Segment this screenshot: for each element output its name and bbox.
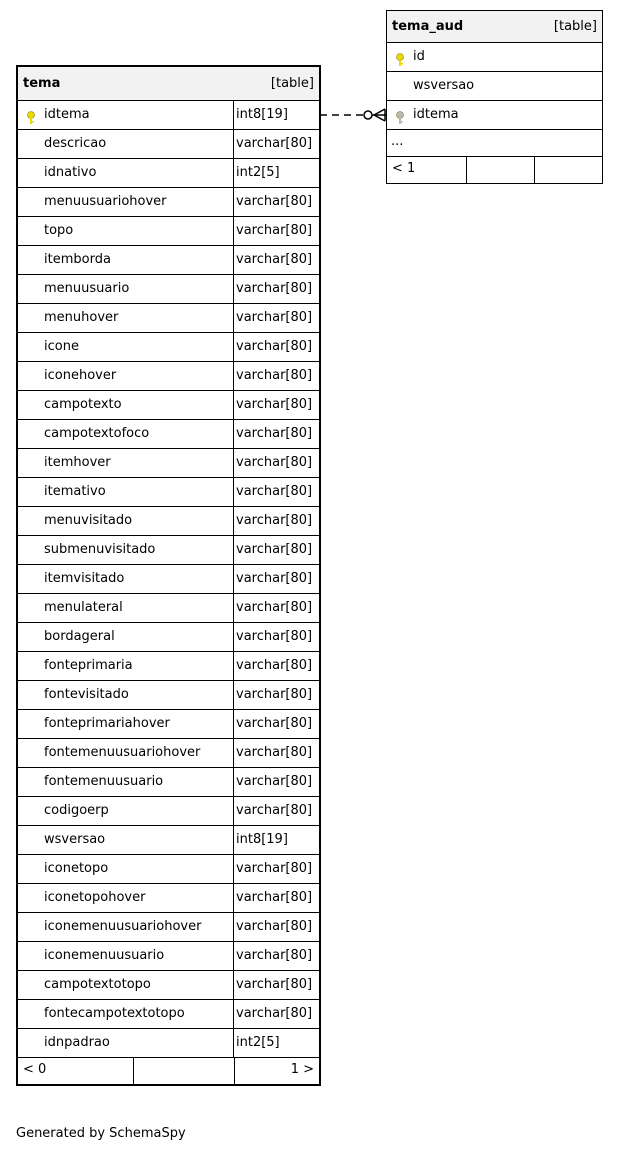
column-name [18, 1029, 234, 1057]
column-type: varchar[80] [236, 455, 313, 470]
column-type: varchar[80] [236, 629, 313, 644]
column-row [387, 72, 602, 101]
column-row [18, 449, 319, 478]
column-name [18, 623, 234, 651]
column-name [18, 101, 234, 129]
column-type: varchar[80] [236, 687, 313, 702]
column-name [18, 884, 234, 912]
column-name-text: iconetopohover [44, 890, 146, 905]
column-name-text: itemborda [44, 252, 111, 267]
column-row [18, 507, 319, 536]
column-type: varchar[80] [236, 658, 313, 673]
column-row [18, 1029, 319, 1058]
table-header [387, 11, 602, 43]
column-type: int8[19] [236, 832, 288, 847]
column-name-text: codigoerp [44, 803, 109, 818]
column-name [18, 449, 234, 477]
column-name-text: fontemenuusuariohover [44, 745, 201, 760]
column-row [18, 913, 319, 942]
column-row [18, 681, 319, 710]
column-row [18, 159, 319, 188]
column-name-text: iconetopo [44, 861, 109, 876]
column-row [18, 275, 319, 304]
column-name-text: itemhover [44, 455, 111, 470]
column-name-text: fontevisitado [44, 687, 129, 702]
column-name-text: idtema [44, 107, 90, 122]
more-columns-ellipsis: ... [387, 130, 602, 157]
column-name-text: bordageral [44, 629, 115, 644]
column-name [387, 101, 602, 129]
column-row [18, 246, 319, 275]
column-name [18, 478, 234, 506]
table-footer [387, 157, 602, 183]
column-row [18, 536, 319, 565]
column-name [18, 855, 234, 883]
column-name [18, 275, 234, 303]
foreign-key-icon [395, 108, 405, 122]
column-row [18, 623, 319, 652]
column-type: varchar[80] [236, 600, 313, 615]
column-name [18, 652, 234, 680]
column-name [387, 72, 602, 100]
column-type: int2[5] [236, 1035, 280, 1050]
primary-key-icon [395, 50, 405, 64]
column-type: varchar[80] [236, 513, 313, 528]
column-name [18, 681, 234, 709]
table-footer [18, 1058, 319, 1084]
column-name-text: idnpadrao [44, 1035, 110, 1050]
column-name-text: fontecampotextotopo [44, 1006, 185, 1021]
column-name-text: fonteprimariahover [44, 716, 170, 731]
column-type: varchar[80] [236, 136, 313, 151]
column-name-text: idnativo [44, 165, 97, 180]
column-name-text: iconemenuusuariohover [44, 919, 202, 934]
column-type: varchar[80] [236, 484, 313, 499]
generated-by-text: Generated by SchemaSpy [16, 1126, 186, 1141]
column-name-text: fontemenuusuario [44, 774, 164, 789]
column-name [18, 536, 234, 564]
column-row [18, 739, 319, 768]
column-name-text: menuusuario [44, 281, 130, 296]
column-type: varchar[80] [236, 310, 313, 325]
column-type: varchar[80] [236, 890, 313, 905]
column-type: int2[5] [236, 165, 280, 180]
column-name [18, 362, 234, 390]
column-type: varchar[80] [236, 571, 313, 586]
column-name [18, 739, 234, 767]
column-type: varchar[80] [236, 397, 313, 412]
footer-spacer [134, 1058, 235, 1084]
column-name [18, 507, 234, 535]
column-name-text: icone [44, 339, 79, 354]
column-type: varchar[80] [236, 948, 313, 963]
column-row [18, 1000, 319, 1029]
column-name-text: wsversao [413, 78, 475, 93]
column-name-text: wsversao [44, 832, 106, 847]
column-name [387, 43, 602, 71]
column-type: varchar[80] [236, 977, 313, 992]
column-row [18, 333, 319, 362]
column-name [18, 1000, 234, 1028]
column-name [18, 420, 234, 448]
column-row [18, 565, 319, 594]
parent-count: < 0 [18, 1058, 134, 1084]
column-name-text: itemvisitado [44, 571, 125, 586]
column-row [18, 594, 319, 623]
column-name-text: descricao [44, 136, 107, 151]
column-type: varchar[80] [236, 774, 313, 789]
column-name-text: campotextofoco [44, 426, 150, 441]
table-header [18, 67, 319, 101]
column-name [18, 797, 234, 825]
footer-spacer [467, 157, 535, 183]
column-row [18, 826, 319, 855]
table-tema [16, 65, 321, 1086]
column-name-text: iconemenuusuario [44, 948, 165, 963]
column-name [18, 768, 234, 796]
column-name-text: menuusuariohover [44, 194, 167, 209]
column-row [18, 710, 319, 739]
column-type: int8[19] [236, 107, 288, 122]
column-name-text: submenuvisitado [44, 542, 156, 557]
column-name [18, 304, 234, 332]
column-name [18, 188, 234, 216]
column-row [18, 855, 319, 884]
column-name [18, 217, 234, 245]
column-row [18, 101, 319, 130]
column-row [18, 884, 319, 913]
column-name-text: idtema [413, 107, 459, 122]
column-name [18, 913, 234, 941]
column-row [18, 130, 319, 159]
column-type: varchar[80] [236, 861, 313, 876]
column-row [18, 768, 319, 797]
parent-count: < 1 [387, 157, 467, 183]
footer-spacer [535, 157, 602, 183]
column-row [18, 304, 319, 333]
column-type: varchar[80] [236, 803, 313, 818]
column-name-text: campotextotopo [44, 977, 151, 992]
column-name [18, 942, 234, 970]
column-row [18, 652, 319, 681]
column-name-text: campotexto [44, 397, 122, 412]
column-name-text: itemativo [44, 484, 106, 499]
table-name: tema [23, 76, 61, 91]
column-name-text: topo [44, 223, 74, 238]
column-row [18, 797, 319, 826]
relationship-connector [318, 100, 390, 130]
column-name [18, 565, 234, 593]
column-name [18, 971, 234, 999]
column-row [18, 420, 319, 449]
column-list [18, 101, 319, 1058]
column-name-text: fonteprimaria [44, 658, 133, 673]
column-type: varchar[80] [236, 745, 313, 760]
column-name [18, 246, 234, 274]
column-name-text: menulateral [44, 600, 123, 615]
column-type: varchar[80] [236, 223, 313, 238]
column-type: varchar[80] [236, 426, 313, 441]
column-row [18, 478, 319, 507]
column-type: varchar[80] [236, 368, 313, 383]
column-name [18, 159, 234, 187]
column-row [387, 101, 602, 130]
column-name [18, 130, 234, 158]
column-row [387, 43, 602, 72]
column-name [18, 826, 234, 854]
column-type: varchar[80] [236, 716, 313, 731]
column-type: varchar[80] [236, 919, 313, 934]
column-name-text: id [413, 49, 425, 64]
column-row [18, 362, 319, 391]
column-type: varchar[80] [236, 542, 313, 557]
column-name [18, 391, 234, 419]
column-row [18, 971, 319, 1000]
column-type: varchar[80] [236, 1006, 313, 1021]
column-type: varchar[80] [236, 194, 313, 209]
table-type: [table] [270, 76, 314, 91]
column-type: varchar[80] [236, 281, 313, 296]
primary-key-icon [26, 108, 36, 122]
column-row [18, 188, 319, 217]
column-type: varchar[80] [236, 252, 313, 267]
column-type: varchar[80] [236, 339, 313, 354]
column-row [18, 391, 319, 420]
table-name: tema_aud [392, 19, 464, 34]
child-count: 1 > [290, 1062, 314, 1077]
column-name-text: iconehover [44, 368, 117, 383]
column-name [18, 333, 234, 361]
column-row [18, 217, 319, 246]
table-type: [table] [553, 19, 597, 34]
column-name-text: menuhover [44, 310, 119, 325]
column-name [18, 594, 234, 622]
column-row [18, 942, 319, 971]
column-name [18, 710, 234, 738]
column-name-text: menuvisitado [44, 513, 133, 528]
column-list [387, 43, 602, 130]
table-tema-aud [386, 10, 603, 184]
